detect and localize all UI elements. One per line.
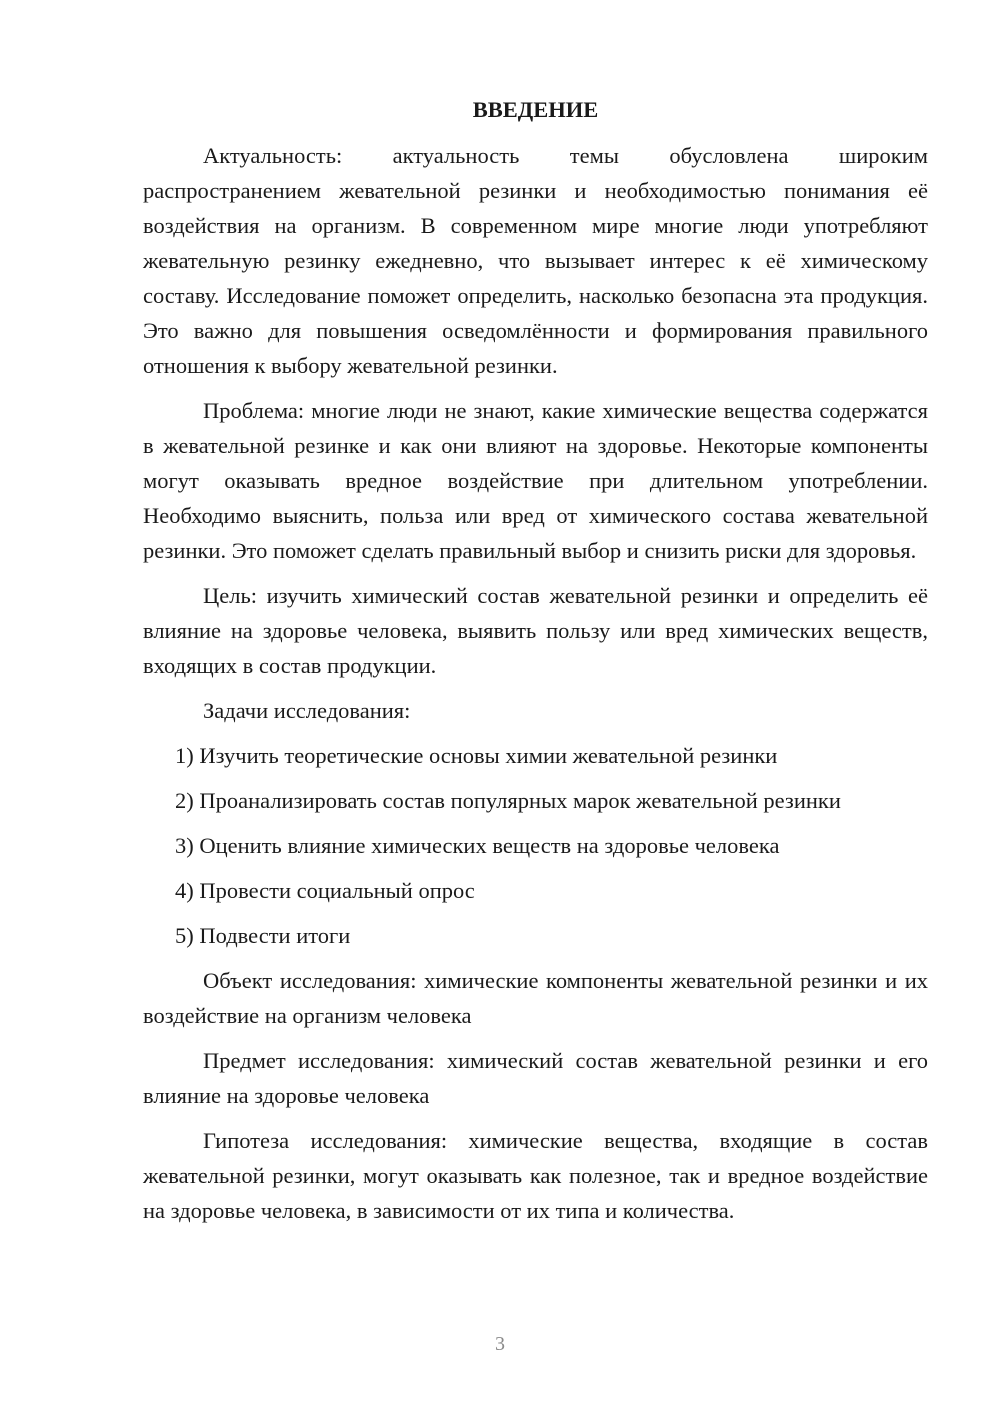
paragraph-problem: Проблема: многие люди не знают, какие химические вещества содержатся в жевательной резинке и как они влияют на здоровье. Некоторые компоненты могут оказывать вредное воздействие при длительном употреблении. Необходимо выяснить, польза или вред от химического состава жевательной резинки. Это поможет сделать правильный выбор и снизить риски для здоровья. xyxy=(143,398,928,563)
list-item: 4) Провести социальный опрос xyxy=(175,878,475,903)
task-list xyxy=(143,738,928,953)
list-item: 2) Проанализировать состав популярных марок жевательной резинки xyxy=(175,788,841,813)
list-item: 5) Подвести итоги xyxy=(175,923,351,948)
paragraph-goal: Цель: изучить химический состав жевательной резинки и определить её влияние на здоровье человека, выявить пользу или вред химических веществ, входящих в состав продукции. xyxy=(143,583,928,678)
section-title: ВВЕДЕНИЕ xyxy=(472,97,599,122)
paragraph-relevance: Актуальность: актуальность темы обусловлена широким распространением жевательной резинки и необходимостью понимания её воздействия на организм. В современном мире многие люди употребляют жевательную резинку ежедневно, что вызывает интерес к её химическому составу. Исследование поможет определить, насколько безопасна эта продукция. Это важно для повышения осведомлённости и формирования правильного отношения к выбору жевательной резинки. xyxy=(143,143,928,378)
paragraph-object: Объект исследования: химические компоненты жевательной резинки и их воздействие на организм человека xyxy=(143,968,928,1028)
list-item: 3) Оценить влияние химических веществ на здоровье человека xyxy=(175,833,780,858)
paragraph-subject: Предмет исследования: химический состав жевательной резинки и его влияние на здоровье человека xyxy=(143,1048,928,1108)
page-number: 3 xyxy=(495,1333,505,1355)
tasks-heading: Задачи исследования: xyxy=(203,698,411,723)
paragraph-hypothesis: Гипотеза исследования: химические вещества, входящие в состав жевательной резинки, могут оказывать как полезное, так и вредное воздействие на здоровье человека, в зависимости от их типа и количества. xyxy=(143,1128,928,1223)
list-item: 1) Изучить теоретические основы химии жевательной резинки xyxy=(175,743,778,768)
document-page xyxy=(143,90,928,1238)
